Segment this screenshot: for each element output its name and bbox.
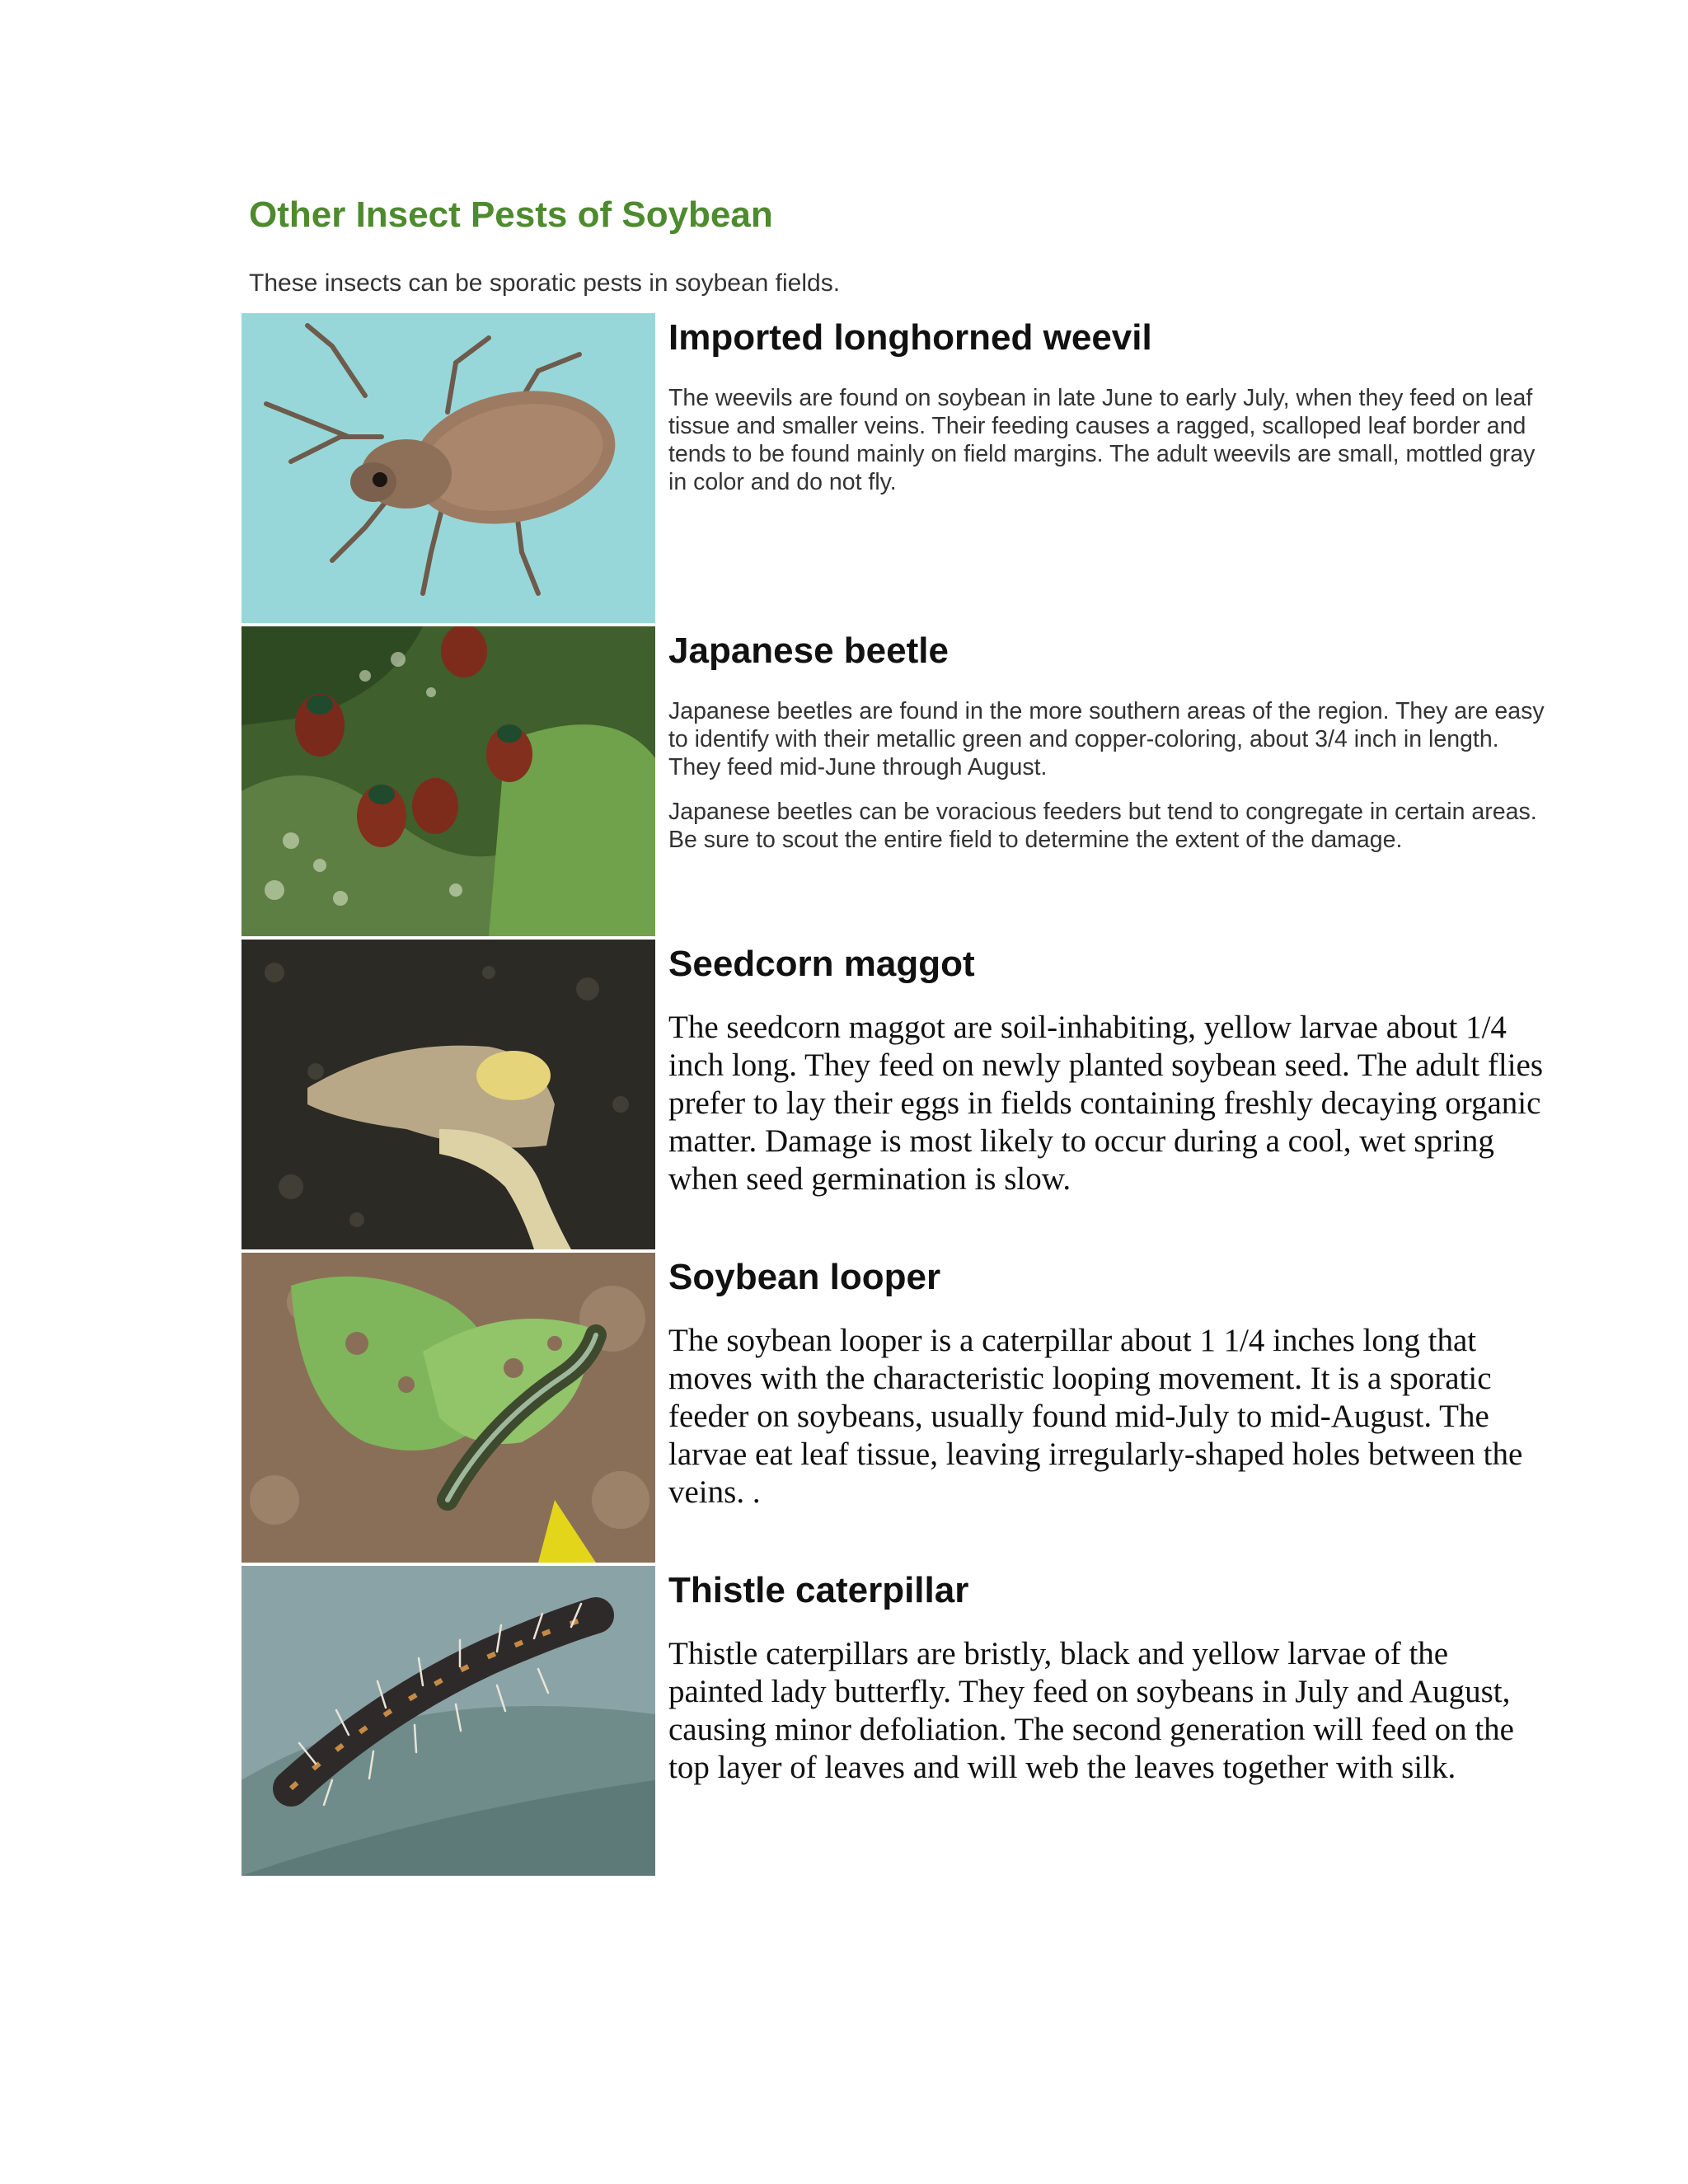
pest-entry-weevil: [241, 313, 1552, 626]
pest-list: [241, 313, 1552, 1879]
pest-entry-japanese-beetle: [241, 626, 1552, 940]
pest-description: Thistle caterpillars are bristly, black and yellow larvae of the painted lady butterfly. They feed on soybeans in July and August, causing minor defoliation. The second generation will feed on the top layer of leaves and will web the leaves together with silk.: [668, 1636, 1514, 1785]
pest-name: Soybean looper: [668, 1257, 941, 1297]
intro-text: These insects can be sporatic pests in soybean fields.: [249, 269, 841, 297]
seedcorn-maggot-photo: [241, 940, 655, 1249]
pest-description: The weevils are found on soybean in late June to early July, when they feed on leaf tissue and smaller veins. Their feeding causes a ragged, scalloped leaf border and tends to be found mainly on field margins. The adult weevils are small, mottled gray in color and do not fly.: [668, 385, 1536, 495]
pest-description: The soybean looper is a caterpillar about 1 1/4 inches long that moves with the characteristic looping movement. It is a sporatic feeder on soybeans, usually found mid-July to mid-August. The larvae eat leaf tissue, leaving irregularly-shaped holes between the veins. .: [668, 1323, 1523, 1510]
pest-name: Imported longhorned weevil: [668, 317, 1152, 358]
pest-description: The seedcorn maggot are soil-inhabiting, yellow larvae about 1/4 inch long. They feed on newly planted soybean seed. The adult flies prefer to lay their eggs in fields containing freshly decaying organic matter. Damage is most likely to occur during a cool, wet spring when seed germination is slow.: [668, 1010, 1544, 1197]
pest-name: Japanese beetle: [668, 630, 949, 671]
pest-description: Japanese beetles can be voracious feeders but tend to congregate in certain areas. Be sure to scout the entire field to determine the extent of the damage.: [668, 799, 1537, 853]
page-title: Other Insect Pests of Soybean: [249, 194, 773, 235]
pest-entry-thistle-caterpillar: [241, 1566, 1552, 1879]
thistle-caterpillar-photo: [241, 1566, 655, 1876]
weevil-text: [668, 313, 1550, 496]
seedcorn-maggot-text: [668, 940, 1550, 1198]
pest-description: Japanese beetles are found in the more southern areas of the region. They are easy to identify with their metallic green and copper-coloring, about 3/4 inch in length. They feed mid-June through August.: [668, 698, 1545, 780]
pest-name: Thistle caterpillar: [668, 1570, 969, 1610]
japanese-beetle-text: [668, 626, 1550, 854]
pest-entry-soybean-looper: [241, 1253, 1552, 1566]
weevil-photo: [241, 313, 655, 623]
pest-entry-seedcorn-maggot: [241, 940, 1552, 1253]
japanese-beetle-photo: [241, 626, 655, 936]
thistle-caterpillar-text: [668, 1566, 1550, 1787]
pest-name: Seedcorn maggot: [668, 944, 975, 984]
soybean-looper-photo: [241, 1253, 655, 1563]
soybean-looper-text: [668, 1253, 1550, 1511]
